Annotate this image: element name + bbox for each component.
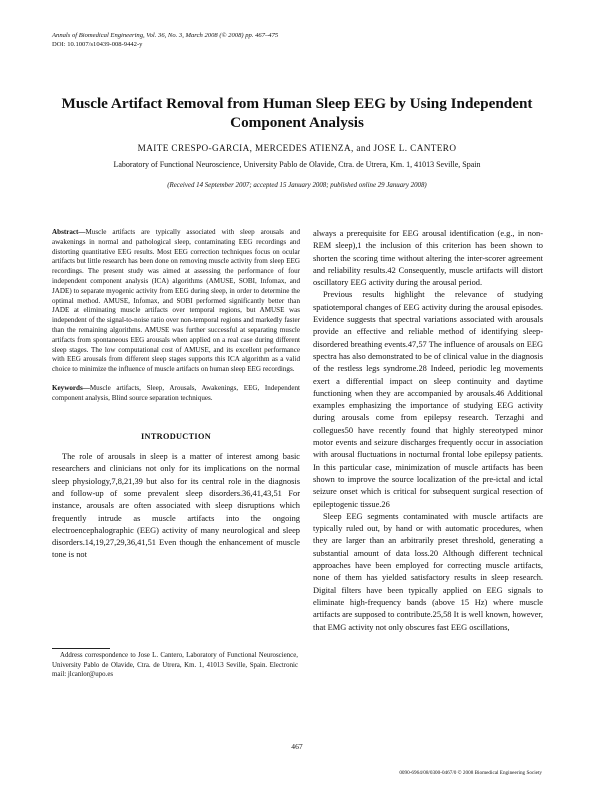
affiliation: Laboratory of Functional Neuroscience, University Pablo de Olavide, Ctra. de Utrera, Km. 1, 41013 Seville, Spain: [113, 160, 481, 169]
abstract-text: Muscle artifacts are typically associated with sleep arousals and awakenings in normal and pathological sleep, contaminating EEG recordings and distorting quantitative EEG results. Most EEG correction techniques focus on ocular artifacts but little research has been done on removing muscle activity from sleep EEG recordings. The present study was aimed at assessing the performance of four independent component analysis (ICA) algorithms (AMUSE, SOBI, Infomax, and JADE) to separate myogenic activity from EEG during sleep, in order to determine the optimal method. AMUSE, Infomax, and SOBI performed significantly better than JADE at eliminating muscle artifacts over temporal regions, but AMUSE was independent of the signal-to-noise ratio over non-temporal regions and markedly faster than the remaining algorithms. AMUSE was further successful at separating muscle artifacts from spontaneous EEG arousals when applied on a real case during different sleep stages. The low computational cost of AMUSE, and its excellent performance with EEG arousals from different sleep stages supports this ICA algorithm as a valid choice to minimize the influence of muscle artifacts on human sleep EEG recordings.: [52, 228, 300, 374]
article-title: Muscle Artifact Removal from Human Sleep EEG by Using Independent Component Analysis: [61, 95, 533, 131]
authors: MAITE CRESPO-GARCIA, MERCEDES ATIENZA, and JOSE L. CANTERO: [137, 143, 457, 153]
journal-header: [52, 31, 278, 49]
right-column: [313, 228, 543, 634]
keywords-text: Muscle artifacts, Sleep, Arousals, Awakenings, EEG, Independent component analysis, Blind source separation techniques.: [52, 383, 300, 403]
body-paragraph: always a prerequisite for EEG arousal identification (e.g., in non-REM sleep),1 the inclusion of this criterion has been shown to shorten the scoring time without altering the inter-scorer agreement and reliability results.42 Consequently, muscle artifacts will distort oscillatory EEG activity during the arousal period.: [313, 229, 543, 288]
abstract-label: Abstract—: [52, 228, 86, 236]
abstract: [52, 228, 300, 375]
issn-line: 0090-6964/08/0300-0467/0 © 2008 Biomedical Engineering Society: [399, 770, 542, 776]
keywords-label: Keywords—: [52, 383, 90, 392]
page-number: 467: [291, 742, 303, 751]
footnote-divider: [52, 648, 110, 649]
doi: DOI: 10.1007/s10439-008-9442-y: [52, 41, 143, 48]
journal-citation: Annals of Biomedical Engineering, Vol. 36, No. 3, March 2008 (© 2008) pp. 467–475: [52, 32, 279, 39]
section-heading: INTRODUCTION: [141, 432, 211, 442]
intro-paragraph: The role of arousals in sleep is a matter of interest among basic researchers and clinicians not only for its implications on the normal sleep physiology,7,8,21,39 but also for its central role in the diagnosis and follow-up of some prevalent sleep disorders.36,41,43,51 For instance, arousals are often associated with sleep disruptions which frequently intrude as muscle artifacts into the ongoing electroencephalographic (EEG) activity of many neurological and sleep disorders.14,19,27,29,36,41,51 Even though the enhancement of muscle tone is not: [52, 452, 300, 560]
received-dates: (Received 14 September 2007; accepted 15 January 2008; published online 29 January 2008): [167, 182, 427, 189]
left-column: [52, 228, 300, 562]
body-paragraph: Sleep EEG segments contaminated with muscle artifacts are typically ruled out, by hand or with automatic procedures, when they are larger than an arbitrarily preset threshold, generating a substantial amount of data loss.20 Although different technical approaches have been employed for correcting muscle artifacts, none of them has yielded satisfactory results in sleep research. Digital filters have been typically applied on EEG signals to eliminate high-frequency bands (above 15 Hz) where muscle artifacts are supposed to contribute.25,58 It is well known, however, that EMG activity not only obscures fast EEG oscillations,: [313, 511, 543, 632]
keywords: [52, 383, 300, 403]
body-paragraph: Previous results highlight the relevance of studying spatiotemporal changes of EEG activity during the arousal episodes. Evidence suggests that spectral variations associated with arousals provide an effective and reliable method of identifying sleep-disordered breathing events.47,57 The influence of arousals on EEG spectra has also demonstrated to be of clinical value in the diagnosis of the restless legs syndrome.28 Indeed, periodic leg movements exert a differential impact on sleep continuity and daytime functioning when they are accompanied by arousals.46 Additional examples emphasizing the importance of studying EEG activity during arousals come from epilepsy research. Terzaghi and collegues50 have recently found that highly stereotyped minor motor events and seizure discharges frequently occur in association with arousal fluctuations in nocturnal frontal lobe epilepsy patients. In this particular case, minimization of muscle artifacts has been shown to improve the source localization of the pre-ictal and ictal seizure onset which is critical for subsequent surgical resection of epileptogenic tissue.26: [313, 290, 543, 509]
correspondence-footnote: Address correspondence to Jose L. Cantero, Laboratory of Functional Neuroscience, University Pablo de Olavide, Ctra. de Utrera, Km. 1, 41013 Seville, Spain. Electronic mail: jlcanlor@upo.es: [52, 652, 298, 679]
